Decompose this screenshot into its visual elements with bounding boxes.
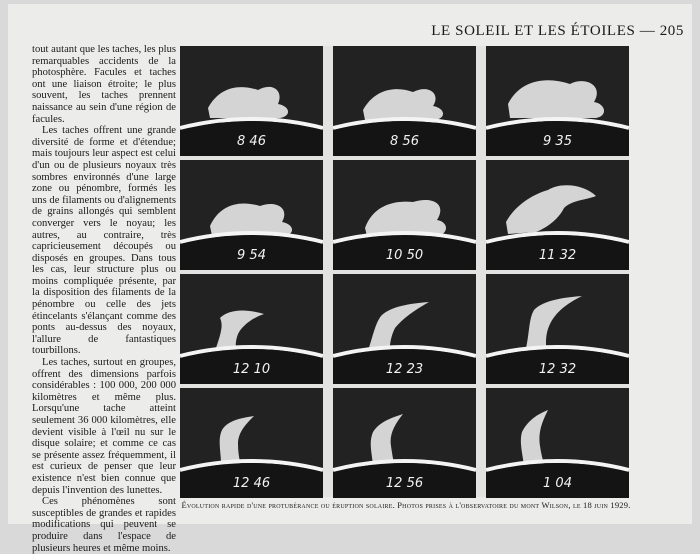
paragraph-2: Les taches offrent une grande diversité de forme et d'étendue; mais toujours leur aspect est celui d'un ou de plusieurs noyaux très sombres environnés d'une large zone ou pénombre, formés les uns de filaments ou d'alignements de grains allongés qui semblent converger vers le noyau; les autres, au contraire, très capricieusement découpés ou disposés en groupes. Dans tous les cas, leur structure plus ou moins compliquée présente, par la disposition des filaments de la pénombre ou celle des jets étincelants s'élançant comme des ponts au-dessus des noyaux, l'allure de fantastiques tourbillons. — [32, 125, 176, 357]
body-text-column — [32, 44, 176, 554]
book-page — [8, 4, 692, 554]
photo-time-label: 8 56 — [390, 134, 419, 149]
running-header: LE SOLEIL ET LES ÉTOILES — 205 — [431, 23, 684, 39]
paragraph-4: Ces phénomènes sont susceptibles de grandes et rapides modifications qui peuvent se produire dans l'espace de plusieurs heures et même moins. — [32, 496, 176, 554]
paragraph-1: tout autant que les taches, les plus remarquables accidents de la photosphère. Facules et taches ont une liaison étroite; le plus souvent, les taches prennent naissance au sein d'une région de facules. — [32, 44, 176, 125]
photo-time-label: 10 50 — [385, 248, 424, 263]
photo-frame — [333, 46, 476, 156]
photo-time-label: 12 46 — [232, 476, 271, 491]
photo-frame — [486, 46, 629, 156]
photo-time-label: 11 32 — [538, 248, 577, 263]
photo-frame — [333, 274, 476, 384]
photo-time-label: 12 32 — [538, 362, 577, 377]
photo-frame — [180, 160, 323, 270]
photo-frame — [333, 388, 476, 498]
photo-time-label: 1 04 — [543, 476, 572, 491]
paragraph-3: Les taches, surtout en groupes, offrent des dimensions parfois considérables : 100 000, 200 000 kilomètres et même plus. Lorsqu'une tache atteint seulement 36 000 kilomètres, elle devient visible à l'œil nu sur le disque solaire; et comme ce cas se présente assez fréquemment, il est curieux de penser que leur existence n'est bien connue que depuis l'invention des lunettes. — [32, 357, 176, 496]
photo-time-label: 12 23 — [385, 362, 424, 377]
photo-frame — [180, 46, 323, 156]
photo-time-label: 12 10 — [232, 362, 271, 377]
photo-time-label: 8 46 — [237, 134, 266, 149]
photo-frame — [486, 274, 629, 384]
figure-caption: Évolution rapide d'une protubérance ou éruption solaire. Photos prises à l'observatoire du mont Wilson, le 18 juin 1929. — [181, 500, 631, 510]
photo-frame — [333, 160, 476, 270]
photo-time-label: 9 35 — [543, 134, 572, 149]
photo-sequence-grid — [180, 46, 629, 497]
photo-time-label: 12 56 — [385, 476, 424, 491]
photo-frame — [180, 388, 323, 498]
photo-frame — [180, 274, 323, 384]
photo-frame — [486, 160, 629, 270]
photo-time-label: 9 54 — [237, 248, 266, 263]
photo-frame — [486, 388, 629, 498]
